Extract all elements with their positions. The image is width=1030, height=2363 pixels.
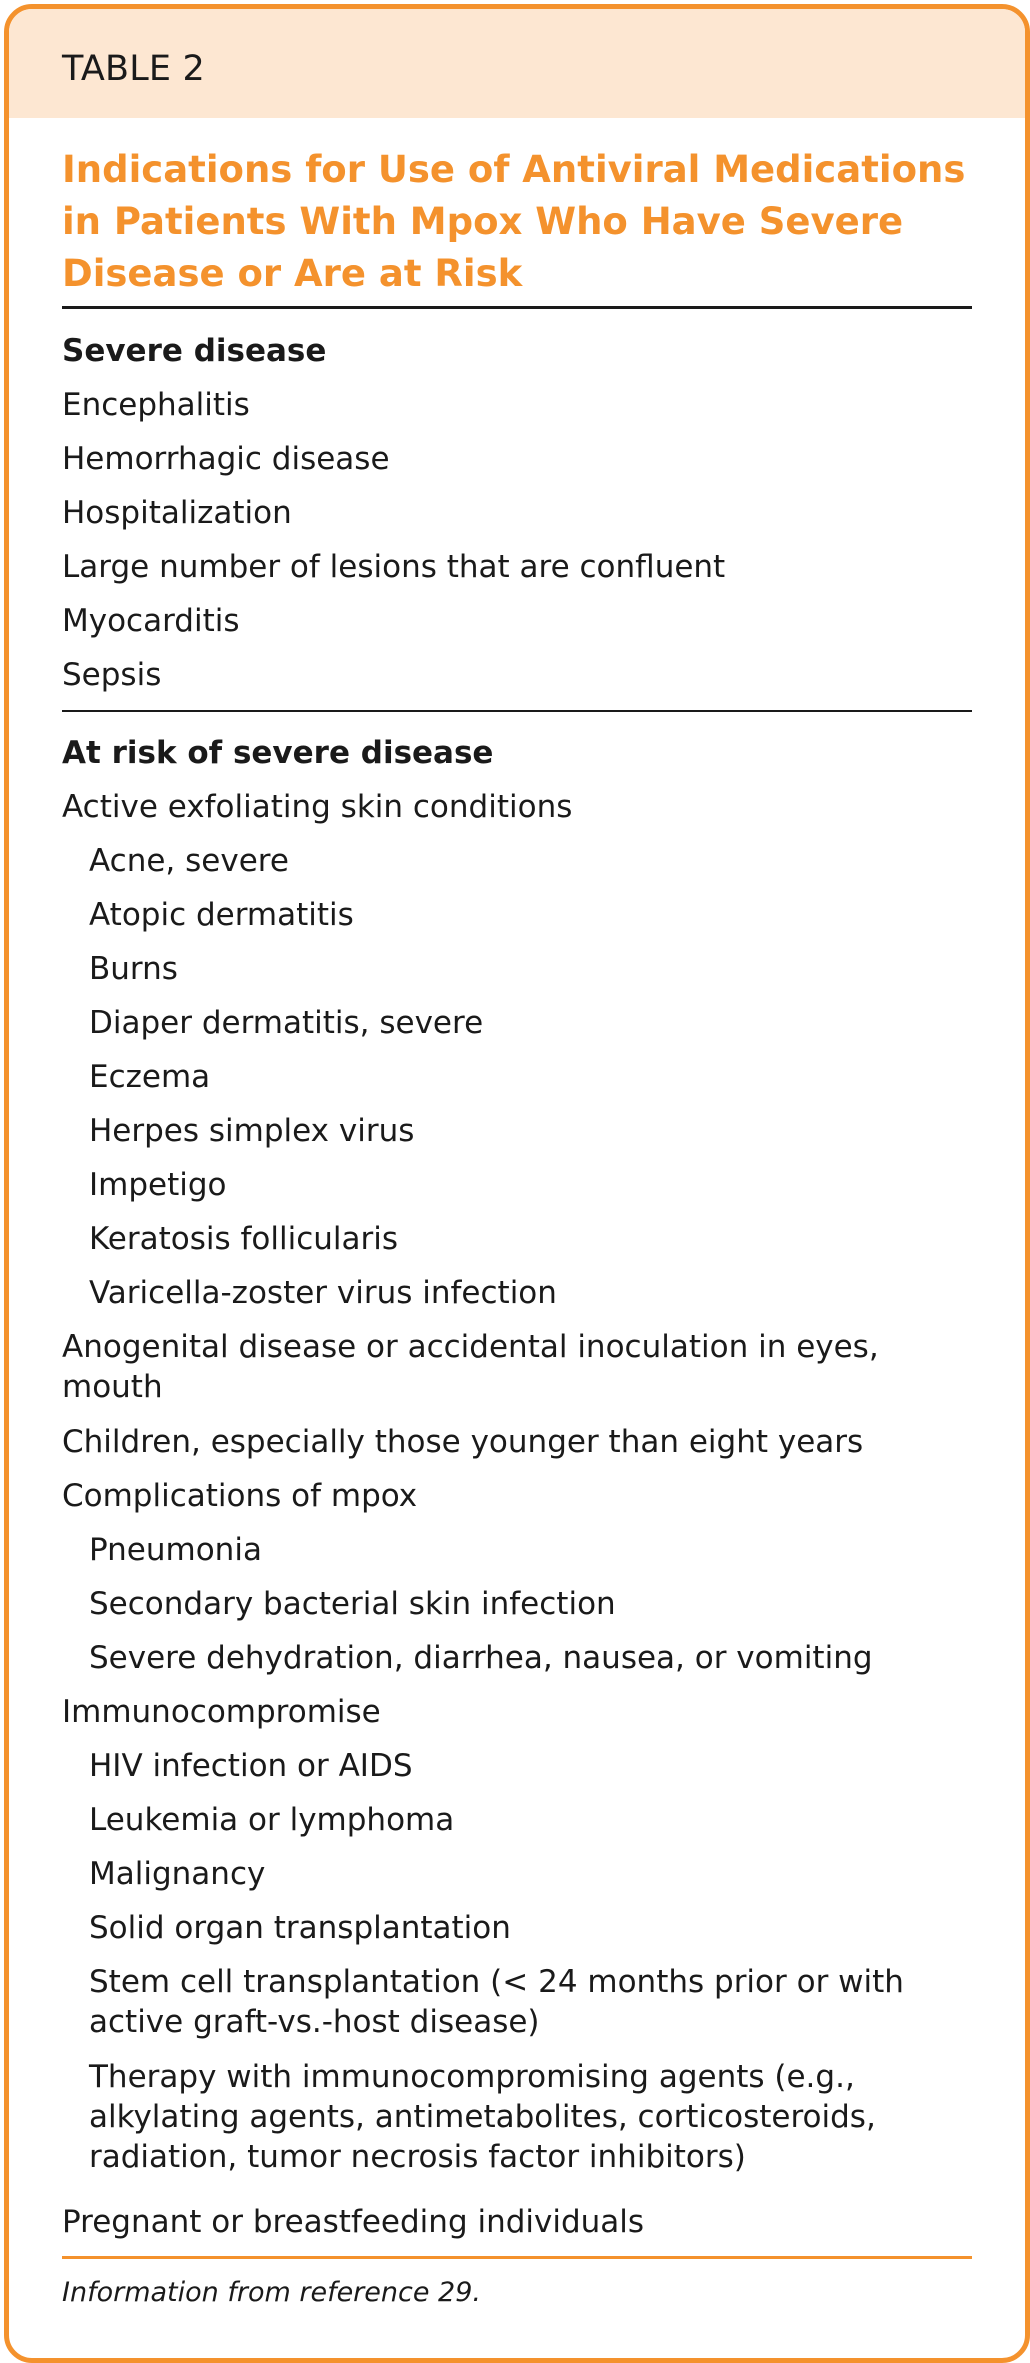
list-item: Pregnant or breastfeeding individuals [62, 2204, 645, 2240]
section-heading-severe: Severe disease [62, 333, 327, 369]
list-subitem: Therapy with immunocompromising agents (e.g., alkylating agents, antimetabolites, corticosteroids, radiation, tumor necrosis factor inhibitors) [89, 2059, 876, 2175]
list-subitem: Malignancy [89, 1856, 266, 1892]
table-label: TABLE 2 [62, 49, 206, 89]
section-heading-at-risk: At risk of severe disease [62, 735, 494, 771]
list-subitem: Herpes simplex virus [89, 1113, 415, 1149]
list-item: Immunocompromise [62, 1694, 381, 1730]
list-subitem: Atopic dermatitis [89, 897, 354, 933]
list-subitem: Solid organ transplantation [89, 1910, 511, 1946]
list-subitem: Acne, severe [89, 843, 289, 879]
list-subitem: Stem cell transplantation (< 24 months prior or with active graft-vs.-host disease) [89, 1964, 904, 2040]
table-card [4, 4, 1030, 2363]
list-item: Encephalitis [62, 387, 250, 423]
list-item: Myocarditis [62, 603, 240, 639]
list-item: Hemorrhagic disease [62, 441, 390, 477]
list-item: Children, especially those younger than eight years [62, 1424, 864, 1460]
list-subitem: Varicella-zoster virus infection [89, 1275, 557, 1311]
list-item: Complications of mpox [62, 1478, 418, 1514]
table-header-band [9, 9, 1025, 118]
list-subitem: Keratosis follicularis [89, 1221, 399, 1257]
list-subitem: Secondary bacterial skin infection [89, 1586, 616, 1622]
list-subitem: Severe dehydration, diarrhea, nausea, or vomiting [89, 1640, 873, 1676]
list-subitem: Leukemia or lymphoma [89, 1802, 455, 1838]
list-subitem: Diaper dermatitis, severe [89, 1005, 484, 1041]
list-subitem: HIV infection or AIDS [89, 1748, 413, 1784]
list-subitem: Impetigo [89, 1167, 227, 1203]
list-subitem: Eczema [89, 1059, 211, 1095]
list-item: Sepsis [62, 657, 162, 693]
title-divider [62, 306, 972, 309]
section-divider [62, 710, 972, 712]
list-subitem: Pneumonia [89, 1532, 262, 1568]
footnote: Information from reference 29. [62, 2277, 481, 2308]
table-title: Indications for Use of Antiviral Medications in Patients With Mpox Who Have Severe Disease or Are at Risk [62, 148, 966, 295]
list-subitem: Burns [89, 951, 178, 987]
list-item: Hospitalization [62, 495, 292, 531]
list-item: Active exfoliating skin conditions [62, 789, 573, 825]
list-item: Anogenital disease or accidental inoculation in eyes, mouth [62, 1329, 879, 1405]
list-item: Large number of lesions that are confluent [62, 549, 726, 585]
footer-divider [62, 2256, 972, 2259]
